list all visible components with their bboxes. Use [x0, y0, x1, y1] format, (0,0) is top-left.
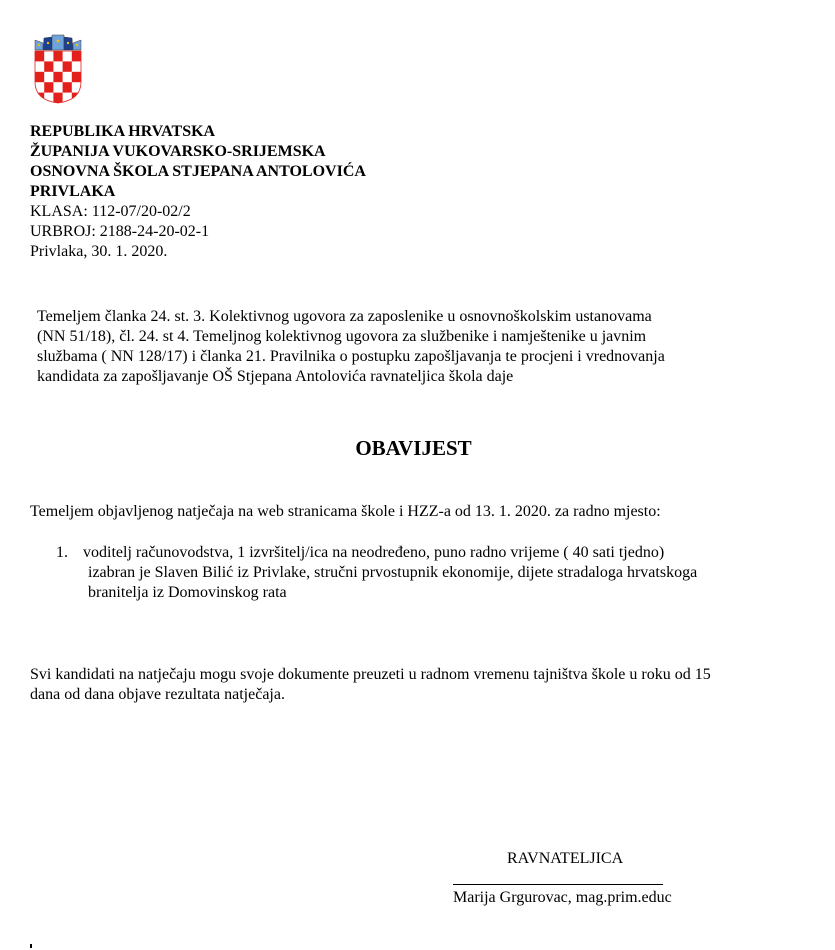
- signature-role: RAVNATELJICA: [507, 850, 624, 867]
- signature-line: [453, 884, 663, 885]
- list-item: [83, 543, 803, 603]
- intro-line: kandidata za zapošljavanje OŠ Stjepana Antolovića ravnateljica škola daje: [37, 368, 514, 385]
- announcement-paragraph: Temeljem objavljenog natječaja na web stranicama škole i HZZ-a od 13. 1. 2020. za radno mjesto:: [30, 503, 661, 520]
- page-mark: [30, 944, 32, 948]
- header-urbroj: URBROJ: 2188-24-20-02-1: [30, 223, 210, 240]
- list-item-line: izabran je Slaven Bilić iz Privlake, stručni prvostupnik ekonomije, dijete stradaloga hrvatskoga: [88, 564, 698, 581]
- header-republic: REPUBLIKA HRVATSKA: [30, 123, 216, 140]
- closing-paragraph: [30, 665, 810, 705]
- list-item-line: branitelja iz Domovinskog rata: [88, 584, 287, 601]
- list-item-number: 1.: [56, 544, 68, 561]
- header-date: Privlaka, 30. 1. 2020.: [30, 243, 168, 260]
- header-klasa: KLASA: 112-07/20-02/2: [30, 203, 191, 220]
- header-town: PRIVLAKA: [30, 183, 116, 200]
- closing-line: Svi kandidati na natječaju mogu svoje dokumente preuzeti u radnom vremenu tajništva škole u roku od 15: [30, 666, 711, 683]
- closing-line: dana od dana objave rezultata natječaja.: [30, 686, 285, 703]
- intro-line: službama ( NN 128/17) i članka 21. Pravilnika o postupku zapošljavanja te procjeni i vrednovanja: [37, 348, 665, 365]
- intro-line: Temeljem članka 24. st. 3. Kolektivnog ugovora za zaposlenike u osnovnoškolskim ustanovama: [37, 308, 652, 325]
- intro-line: (NN 51/18), čl. 24. st 4. Temeljnog kolektivnog ugovora za službenike i namještenike u javnim: [37, 328, 647, 345]
- signature-name: Marija Grgurovac, mag.prim.educ: [453, 889, 672, 906]
- header-school: OSNOVNA ŠKOLA STJEPANA ANTOLOVIĆA: [30, 163, 366, 180]
- list-item-line: voditelj računovodstva, 1 izvršitelj/ica na neodređeno, puno radno vrijeme ( 40 sati tjedno): [83, 544, 665, 561]
- document-header: [30, 122, 366, 262]
- croatian-coat-of-arms-icon: [33, 34, 83, 104]
- header-county: ŽUPANIJA VUKOVARSKO-SRIJEMSKA: [30, 143, 326, 160]
- intro-paragraph: [37, 307, 807, 387]
- document-title: OBAVIJEST: [355, 436, 472, 460]
